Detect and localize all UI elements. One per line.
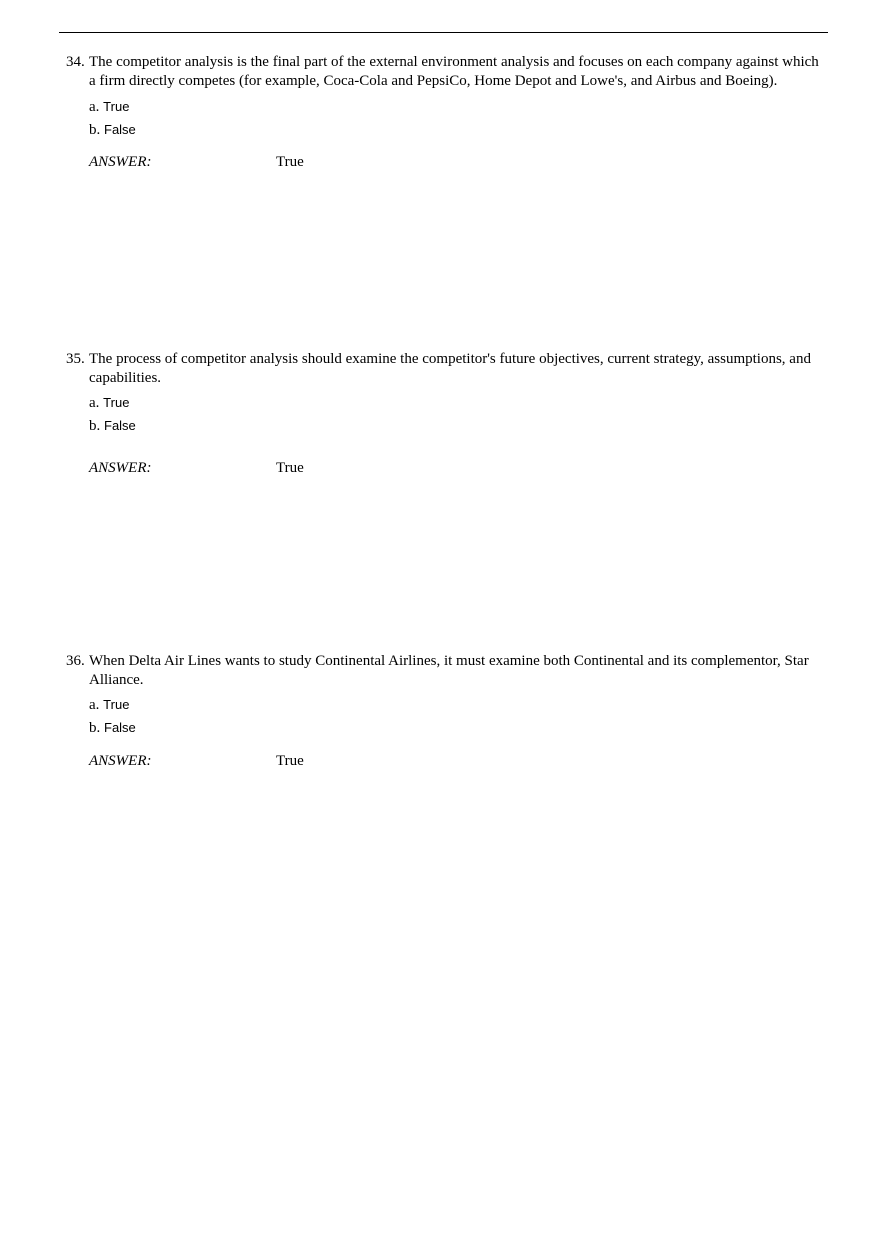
answer-row: [89, 751, 826, 771]
option-text: True: [103, 697, 130, 712]
answer-label: ANSWER:: [89, 154, 152, 170]
option-letter: a.: [89, 395, 100, 411]
question-stem: [66, 53, 826, 91]
option-list: [89, 693, 826, 739]
option-b: [89, 118, 826, 141]
answer-row: [89, 152, 826, 172]
answer-label: ANSWER:: [89, 460, 152, 476]
question-36: [66, 652, 826, 771]
option-a: [89, 693, 826, 716]
option-letter: b.: [89, 122, 101, 138]
question-text: When Delta Air Lines wants to study Continental Airlines, it must examine both Continental and its complementor, Star Alliance.: [89, 653, 809, 688]
answer-value: True: [276, 154, 304, 170]
question-35: [66, 350, 826, 478]
option-text: True: [103, 99, 130, 114]
option-letter: b.: [89, 720, 101, 736]
option-letter: a.: [89, 697, 100, 713]
option-list: [89, 95, 826, 141]
header-divider: [59, 32, 828, 33]
answer-value: True: [276, 753, 304, 769]
option-b: [89, 414, 826, 437]
answer-row: [89, 458, 826, 478]
question-34: [66, 53, 826, 172]
option-a: [89, 95, 826, 118]
question-number: 36.: [66, 653, 85, 669]
question-stem: [66, 652, 826, 690]
option-letter: a.: [89, 99, 100, 115]
question-text: The competitor analysis is the final part of the external environment analysis and focuses on each company against which a firm directly competes (for example, Coca-Cola and PepsiCo, Home Depot and Lowe's, and Airbus and Boeing).: [89, 54, 819, 89]
question-number: 35.: [66, 351, 85, 367]
answer-value: True: [276, 460, 304, 476]
answer-label: ANSWER:: [89, 753, 152, 769]
option-text: False: [104, 418, 136, 433]
question-text: The process of competitor analysis should examine the competitor's future objectives, current strategy, assumptions, and capabilities.: [89, 351, 811, 386]
option-b: [89, 716, 826, 739]
question-stem: [66, 350, 826, 388]
option-letter: b.: [89, 418, 101, 434]
question-number: 34.: [66, 54, 85, 70]
option-text: False: [104, 122, 136, 137]
option-text: True: [103, 395, 130, 410]
option-a: [89, 391, 826, 414]
option-list: [89, 391, 826, 437]
option-text: False: [104, 720, 136, 735]
